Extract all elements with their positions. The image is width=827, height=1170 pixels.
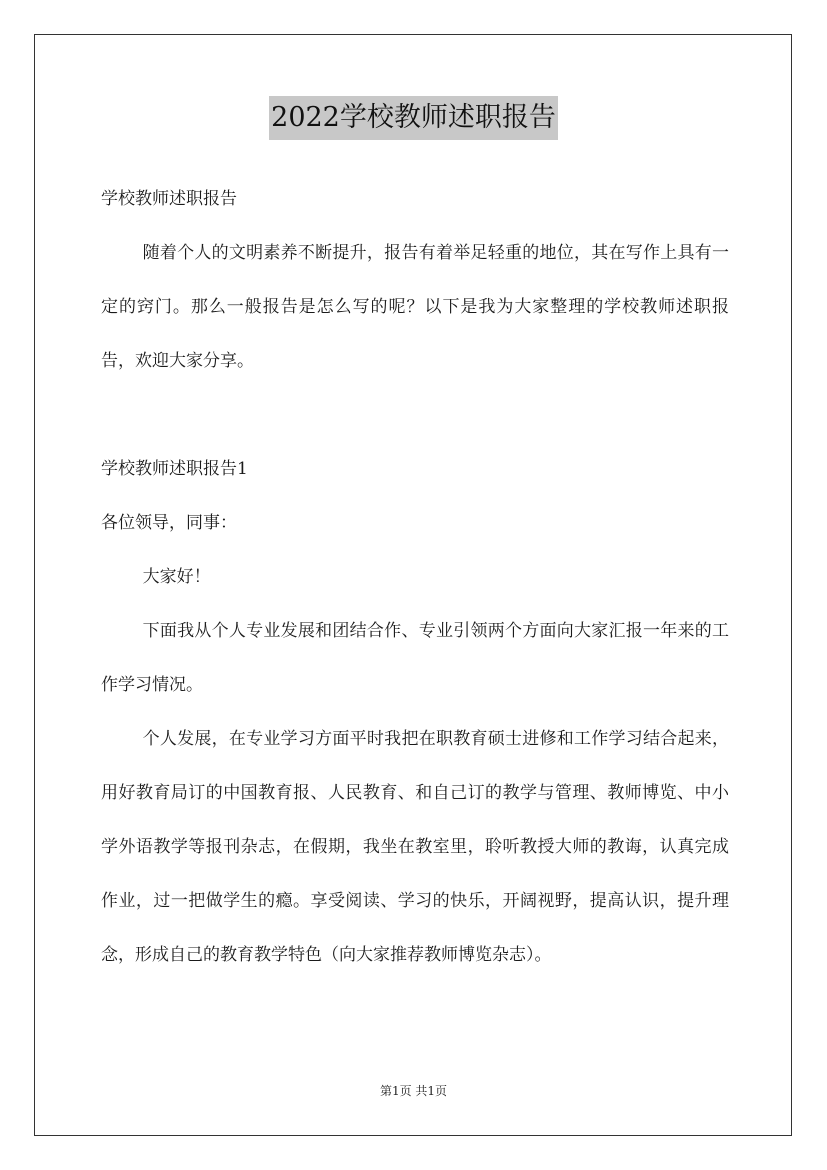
greeting: 大家好！ (142, 567, 211, 587)
blank-line (101, 388, 729, 442)
title-container (0, 96, 827, 140)
body-paragraph-1: 下面我从个人专业发展和团结合作、专业引领两个方面向大家汇报一年来的工作学习情况。 (101, 621, 729, 695)
document-title: 2022学校教师述职报告 (269, 96, 558, 140)
salutation: 各位领导，同事： (101, 513, 237, 533)
document-subtitle: 学校教师述职报告 (101, 189, 237, 209)
body-paragraph-2: 个人发展，在专业学习方面平时我把在职教育硕士进修和工作学习结合起来，用好教育局订的中国教育报、人民教育、和自己订的教学与管理、教师博览、中小学外语教学等报刊杂志，在假期，我坐在教室里，聆听教授大师的教诲，认真完成作业，过一把做学生的瘾。享受阅读、学习的快乐，开阔视野，提高认识，提升理念，形成自己的教育教学特色（向大家推荐教师博览杂志）。 (101, 729, 729, 965)
intro-paragraph: 随着个人的文明素养不断提升，报告有着举足轻重的地位，其在写作上具有一定的窍门。那么一般报告是怎么写的呢？以下是我为大家整理的学校教师述职报告，欢迎大家分享。 (101, 243, 729, 371)
page-number-footer: 第1页 共1页 (379, 1084, 448, 1098)
document-body (101, 172, 729, 982)
section-title: 学校教师述职报告1 (101, 459, 248, 479)
